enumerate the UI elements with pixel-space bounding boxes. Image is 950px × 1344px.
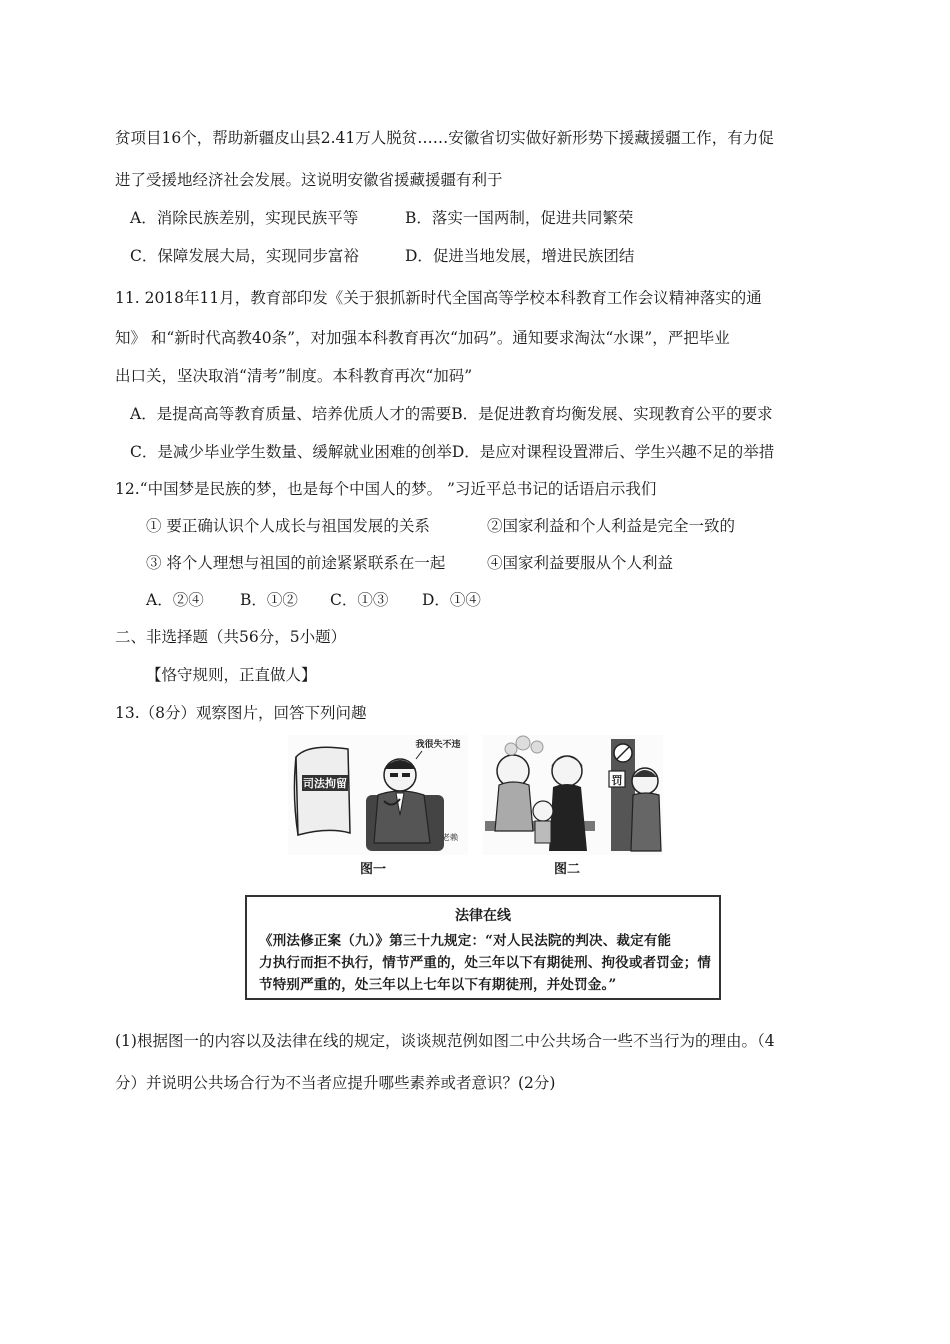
fig2-sign-text: 罚 — [611, 774, 623, 787]
q12-item-1: ① 要正确认识个人成长与祖国发展的关系 — [146, 517, 430, 535]
section2-theme: 【恪守规则，正直做人】 — [146, 666, 317, 684]
q13-stem: 13.（8分）观察图片，回答下列问趣 — [115, 704, 367, 722]
q10-option-b: B．落实一国两制，促进共同繁荣 — [405, 209, 634, 227]
fig1-sign-text: 司法拘留 — [303, 777, 347, 790]
cartoon-figure-1 — [288, 735, 468, 855]
q12-option-c: C．①③ — [330, 591, 389, 609]
q11-line2: 知》 和“新时代高教40条”，对加强本科教育再次“加码”。通知要求淘汰“水课”，严把毕业 — [115, 329, 730, 347]
q11-options-cd: C．是减少毕业学生数量、缓解就业困难的创举D．是应对课程设置滞后、学生兴趣不足的举措 — [130, 443, 775, 461]
q10-option-d: D．促进当地发展，增进民族团结 — [405, 247, 635, 265]
q10-line2: 进了受援地经济社会发展。这说明安徽省援藏援疆有利于 — [115, 171, 503, 189]
q12-option-b: B．①② — [240, 591, 298, 609]
q10-option-c: C．保障发展大局，实现同步富裕 — [130, 247, 359, 265]
q12-item-3: ③ 将个人理想与祖国的前途紧紧联系在一起 — [146, 554, 446, 572]
cartoon-figure-2 — [483, 735, 663, 855]
fig1-bubble-text: 我很失不违 — [415, 740, 461, 750]
q12-stem: 12.“中国梦是民族的梦，也是每个中国人的梦。 ”习近平总书记的话语启示我们 — [115, 480, 657, 498]
law-box-title: 法律在线 — [455, 908, 511, 924]
q10-option-a: A．消除民族差别，实现民族平等 — [130, 209, 359, 227]
fig1-label-text: 老赖 — [442, 833, 458, 842]
section2-heading: 二、非选择题（共56分，5小题） — [115, 628, 347, 646]
q13-sub1-line2: 分）并说明公共场合行为不当者应提升哪些素养或者意识？(2分) — [115, 1074, 556, 1092]
q11-line3: 出口关，坚决取消“清考”制度。本科教育再次“加码” — [115, 367, 473, 385]
q12-option-d: D．①④ — [422, 591, 481, 609]
law-online-box — [245, 895, 721, 1000]
q13-sub1-line1: (1)根据图一的内容以及法律在线的规定，谈谈规范例如图二中公共场合一些不当行为的理由。（4 — [115, 1032, 775, 1050]
law-box-line1: 《刑法修正案（九）》第三十九规定：“对人民法院的判决、裁定有能 — [259, 933, 672, 949]
q13-cartoons — [288, 735, 666, 875]
q12-option-a: A．②④ — [146, 591, 204, 609]
law-box-line3: 节特别严重的，处三年以上七年以下有期徒刑，并处罚金。” — [259, 977, 617, 993]
q12-item-4: ④国家利益要服从个人利益 — [487, 554, 674, 572]
fig1-caption: 图一 — [360, 862, 387, 877]
q11-line1: 11. 2018年11月，教育部印发《关于狠抓新时代全国高等学校本科教育工作会议精神落实的通 — [115, 289, 762, 307]
q11-options-ab: A．是提高高等教育质量、培养优质人才的需要B．是促进教育均衡发展、实现教育公平的要求 — [130, 405, 773, 423]
q10-line1: 贫项目16个，帮助新疆皮山县2.41万人脱贫……安徽省切实做好新形势下援藏援疆工作，有力促 — [115, 129, 774, 147]
law-box-line2: 力执行而拒不执行，情节严重的，处三年以下有期徒刑、拘役或者罚金；情 — [259, 955, 712, 971]
q12-item-2: ②国家利益和个人利益是完全一致的 — [487, 517, 736, 535]
fig2-caption: 图二 — [554, 862, 581, 877]
